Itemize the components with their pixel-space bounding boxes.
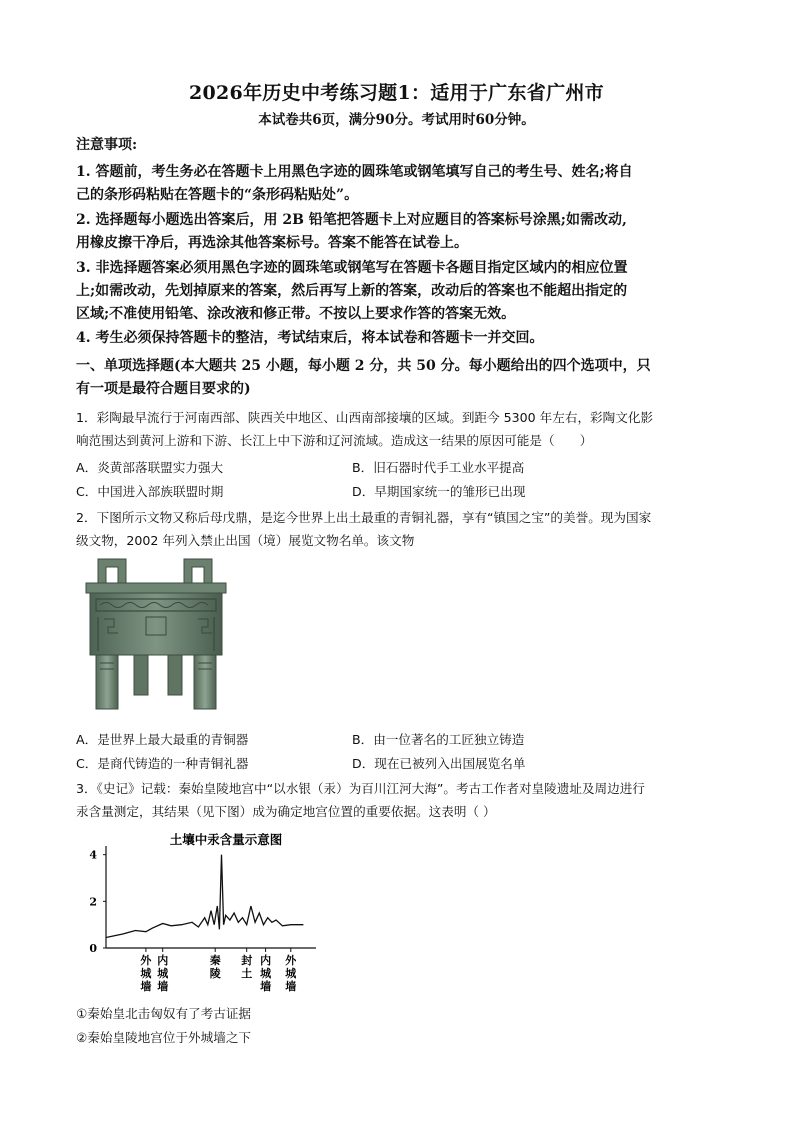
q1-option-c[interactable]: C．中国进入部族联盟时期 <box>76 484 224 499</box>
notice-line: 4. 考生必须保持答题卡的整洁，考试结束后，将本试卷和答题卡一并交回。 <box>76 330 544 346</box>
chart-title: 土壤中汞含量示意图 <box>169 832 283 847</box>
page-title: 2026年历史中考练习题1：适用于广东省广州市 <box>188 82 604 104</box>
q2-option-a[interactable]: A．是世界上最大最重的青铜器 <box>76 732 249 747</box>
question-1-stem <box>76 406 716 452</box>
notice-line: 己的条形码粘贴在答题卡的“条形码粘贴处”。 <box>76 187 359 203</box>
stem-line: 响范围达到黄河上游和下游、长江上中下游和辽河流域。造成这一结果的原因可能是（ ） <box>76 433 593 448</box>
question-2-stem <box>76 506 716 552</box>
q3-statement-1: ①秦始皇北击匈奴有了考古证据 <box>76 1006 252 1021</box>
chart-x-tick-label: 墙 <box>285 980 297 993</box>
q2-option-b[interactable]: B．由一位著名的工匠独立铸造 <box>352 732 525 747</box>
chart-x-tick-label: 墙 <box>157 980 169 993</box>
stem-line: 1．彩陶最早流行于河南西部、陕西关中地区、山西南部接壤的区域。到距今 5300 年左右，彩陶文化影 <box>76 410 654 425</box>
notice-line: 1. 答题前，考生务必在答题卡上用黑色字迹的圆珠笔或钢笔填写自己的考生号、姓名;将自 <box>76 164 633 180</box>
chart-x-tick-label: 城 <box>157 967 169 980</box>
chart-x-tick-label: 封 <box>241 954 253 967</box>
chart-x-tick-label: 内 <box>260 954 272 967</box>
section-heading <box>76 355 714 401</box>
chart-x-tick-label: 内 <box>157 954 169 967</box>
chart-x-tick-label: 外 <box>285 954 297 967</box>
notice-heading: 注意事项: <box>76 137 138 153</box>
section-line: 一、单项选择题(本大题共 25 小题，每小题 2 分，共 50 分。每小题给出的四个选项中，只 <box>76 358 651 374</box>
notice-item-1 <box>76 161 714 207</box>
notice-line: 用橡皮擦干净后，再选涂其他答案标号。答案不能答在试卷上。 <box>76 235 468 251</box>
notice-item-2 <box>76 209 714 255</box>
stem-line: 2．下图所示文物又称后母戊鼎，是迄今世界上出土最重的青铜礼器，享有“镇国之宝”的美誉。现为国家 <box>76 510 652 525</box>
q1-option-b[interactable]: B．旧石器时代手工业水平提高 <box>352 460 525 475</box>
chart-series-line <box>106 855 303 938</box>
chart-x-labels <box>140 948 297 993</box>
chart-x-tick-label: 土 <box>241 967 253 980</box>
notice-line: 区域;不准使用铅笔、涂改液和修正带。不按以上要求作答的答案无效。 <box>76 306 516 322</box>
chart-y-tick-label: 0 <box>89 942 97 955</box>
notice-item-4 <box>76 327 714 350</box>
chart-x-tick-label: 秦 <box>209 954 221 967</box>
chart-x-tick-label: 墙 <box>140 980 152 993</box>
chart-x-tick-label: 城 <box>140 967 152 980</box>
page-subtitle: 本试卷共6页，满分90分。考试用时60分钟。 <box>258 112 535 128</box>
q1-option-a[interactable]: A．炎黄部落联盟实力强大 <box>76 460 224 475</box>
notice-line: 2. 选择题每小题选出答案后，用 2B 铅笔把答题卡上对应题目的答案标号涂黑;如需改动, <box>76 212 627 228</box>
q2-option-d[interactable]: D．现在已被列入出国展览名单 <box>352 756 526 771</box>
chart-x-tick-label: 陵 <box>209 967 221 980</box>
q3-statement-2: ②秦始皇陵地宫位于外城墙之下 <box>76 1030 252 1045</box>
notice-item-3 <box>76 257 714 326</box>
q2-option-c[interactable]: C．是商代铸造的一种青铜礼器 <box>76 756 249 771</box>
chart-y-tick-label: 4 <box>89 848 97 862</box>
stem-line: 3．《史记》记载：秦始皇陵地宫中“以水银（汞）为百川江河大海”。考古工作者对皇陵遗址及周边进行 <box>76 781 645 796</box>
chart-x-tick-label: 城 <box>260 967 272 980</box>
q1-option-d[interactable]: D．早期国家统一的雏形已出现 <box>352 484 526 499</box>
mercury-content-chart <box>76 828 336 1000</box>
notice-line: 上;如需改动，先划掉原来的答案，然后再写上新的答案，改动后的答案也不能超出指定的 <box>76 283 628 299</box>
chart-x-tick-label: 外 <box>140 954 152 967</box>
chart-y-tick-label: 2 <box>89 895 97 909</box>
chart-x-tick-label: 城 <box>285 967 297 980</box>
chart-axes <box>106 846 316 948</box>
chart-x-tick-label: 墙 <box>260 980 272 993</box>
chart-y-ticks <box>89 849 106 955</box>
section-line: 有一项是最符合题目要求的) <box>76 381 251 397</box>
bronze-ding-image <box>76 555 236 713</box>
notice-line: 3. 非选择题答案必须用黑色字迹的圆珠笔或钢笔写在答题卡各题目指定区域内的相应位置 <box>76 260 628 276</box>
stem-line: 汞含量测定，其结果（见下图）成为确定地宫位置的重要依据。这表明（ ） <box>76 804 496 819</box>
question-3-stem <box>76 777 716 823</box>
stem-line: 级文物，2002 年列入禁止出国（境）展览文物名单。该文物 <box>76 533 415 548</box>
